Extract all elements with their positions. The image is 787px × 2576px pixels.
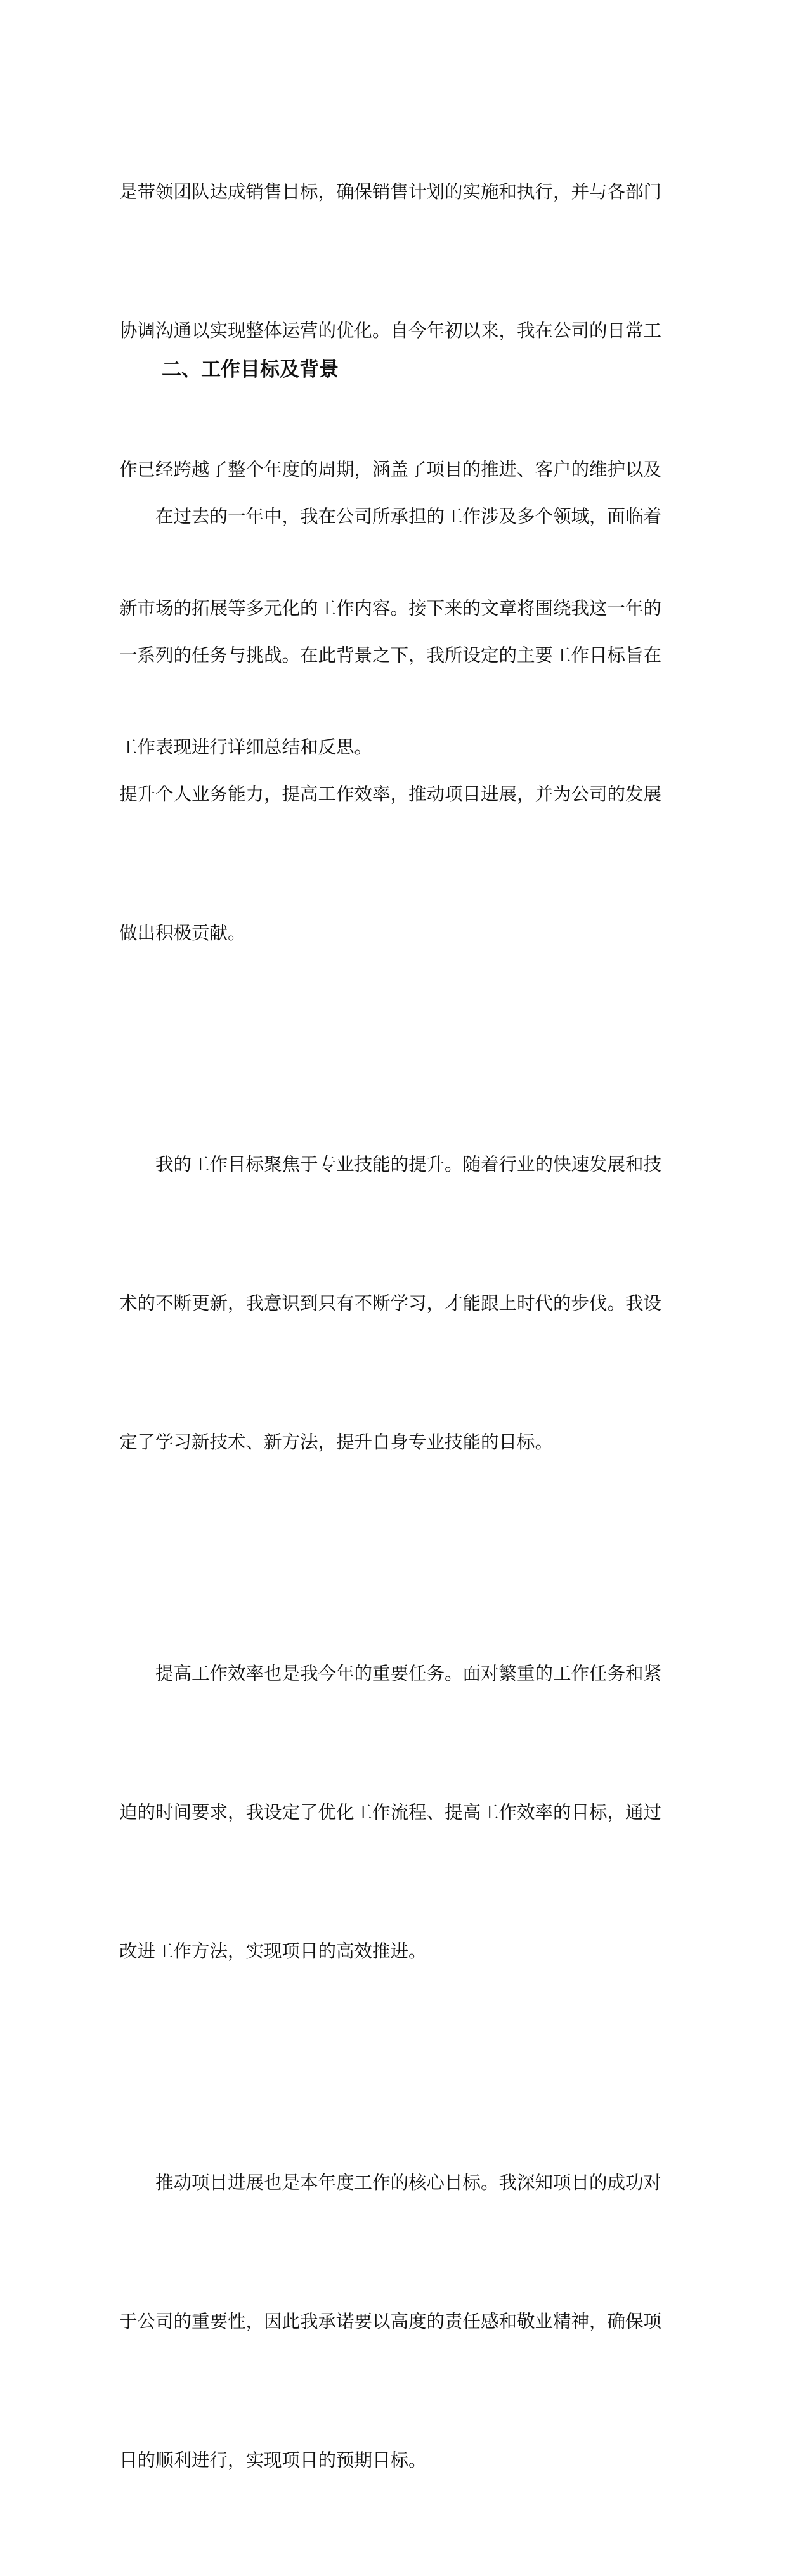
text-line: 我的工作目标聚焦于专业技能的提升。随着行业的快速发展和技 xyxy=(155,1154,662,1175)
text-line: 作已经跨越了整个年度的周期，涵盖了项目的推进、客户的维护以及 xyxy=(119,459,662,480)
paragraph-goals-overview xyxy=(119,401,666,1049)
text-line: 新市场的拓展等多元化的工作内容。接下来的文章将围绕我这一年的 xyxy=(119,598,662,619)
text-line: 做出积极贡献。 xyxy=(119,922,246,943)
text-line: 术的不断更新，我意识到只有不断学习，才能跟上时代的步伐。我设 xyxy=(119,1293,662,1314)
paragraph-projects xyxy=(119,2067,666,2576)
text-line: 是带领团队达成销售目标，确保销售计划的实施和执行，并与各部门 xyxy=(119,181,662,202)
section-heading: 二、工作目标及背景 xyxy=(162,358,339,381)
text-line: 改进工作方法，实现项目的高效推进。 xyxy=(119,1941,427,1962)
text-line: 提升个人业务能力，提高工作效率，推动项目进展，并为公司的发展 xyxy=(119,784,662,805)
text-line: 工作表现进行详细总结和反思。 xyxy=(119,737,373,758)
text-line: 定了学习新技术、新方法，提升自身专业技能的目标。 xyxy=(119,1432,554,1453)
text-line: 推动项目进展也是本年度工作的核心目标。我深知项目的成功对 xyxy=(155,2172,662,2193)
text-line: 目的顺利进行，实现项目的预期目标。 xyxy=(119,2450,427,2471)
text-line: 提高工作效率也是我今年的重要任务。面对繁重的工作任务和紧 xyxy=(155,1663,662,1684)
text-line: 于公司的重要性，因此我承诺要以高度的责任感和敬业精神，确保项 xyxy=(119,2311,662,2332)
section-body xyxy=(119,401,666,2576)
text-line: 迫的时间要求，我设定了优化工作流程、提高工作效率的目标，通过 xyxy=(119,1802,662,1823)
paragraph-skills xyxy=(119,1049,666,1558)
text-line: 一系列的任务与挑战。在此背景之下，我所设定的主要工作目标旨在 xyxy=(119,645,662,666)
paragraph-efficiency xyxy=(119,1558,666,2067)
text-line: 协调沟通以实现整体运营的优化。自今年初以来，我在公司的日常工 xyxy=(119,320,662,341)
text-line: 在过去的一年中，我在公司所承担的工作涉及多个领域，面临着 xyxy=(155,506,662,527)
